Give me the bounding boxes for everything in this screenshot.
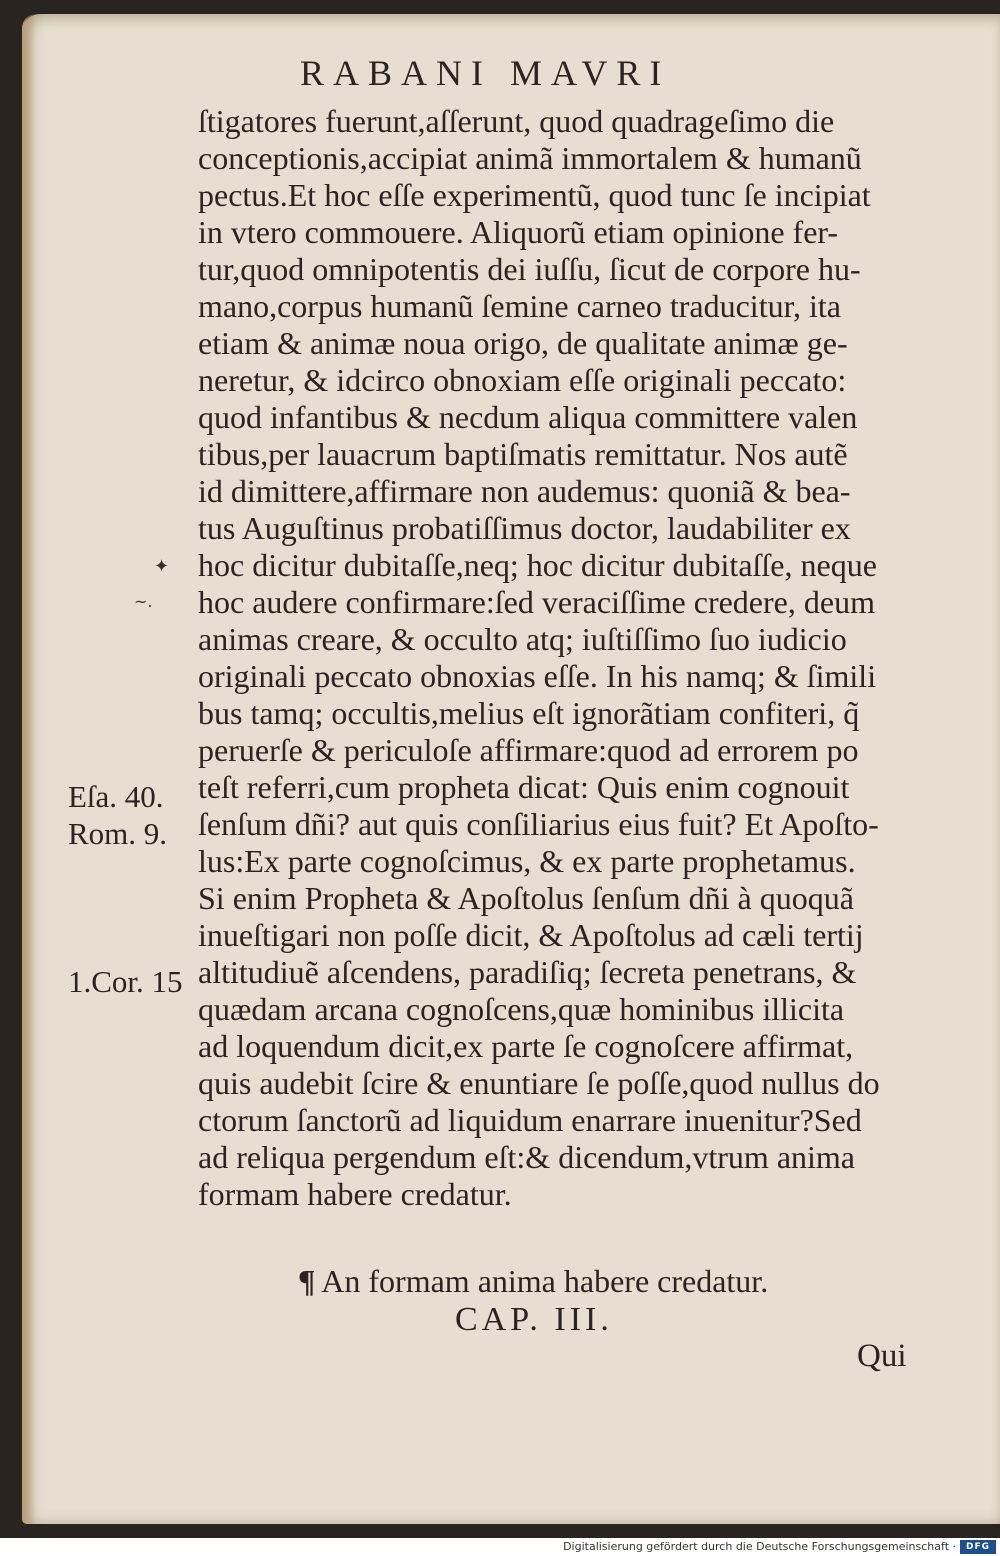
text-line: neretur, & idcirco obnoxiam eſſe originali peccato: <box>198 362 847 398</box>
text-line: tur,quod omnipotentis dei iuſſu, ſicut de corpore hu- <box>198 251 861 287</box>
text-line: peruerſe & periculoſe affirmare:quod ad errorem po <box>198 732 859 768</box>
text-line: altitudiuẽ aſcendens, paradiſiq; ſecreta penetrans, & <box>198 954 857 990</box>
text-line: ſenſum dñi? aut quis conſiliarius eius fuit? Et Apoſto- <box>198 806 879 842</box>
ink-mark: ~. <box>134 592 153 611</box>
text-line: tus Auguſtinus probatiſſimus doctor, laudabiliter ex <box>198 510 851 546</box>
chapter-heading <box>298 1261 768 1301</box>
text-line: bus tamq; occultis,melius eſt ignorãtiam confiteri, q̃ <box>198 695 860 731</box>
text-line: in vtero commouere. Aliquorũ etiam opinione fer- <box>198 214 839 250</box>
margin-note-cor: 1.Cor. 15 <box>68 964 183 999</box>
text-line: teſt referri,cum propheta dicat: Quis enim cognouit <box>198 769 850 805</box>
text-line: lus:Ex parte cognoſcimus, & ex parte prophetamus. <box>198 843 856 879</box>
catchword: Qui <box>857 1338 907 1374</box>
text-line: ad loquendum dicit,ex parte ſe cognoſcere affirmat, <box>198 1028 854 1064</box>
text-line: quod infantibus & necdum aliqua committere valen <box>198 399 858 435</box>
funding-note: Digitalisierung gefördert durch die Deutsche Forschungsgemeinschaft · <box>563 1540 956 1553</box>
text-line: quis audebit ſcire & enuntiare ſe poſſe,quod nullus do <box>198 1065 880 1101</box>
text-line: quædam arcana cognoſcens,quæ hominibus illicita <box>198 991 845 1027</box>
text-line: ad reliqua pergendum eſt:& dicendum,vtrum anima <box>198 1139 855 1175</box>
pilcrow-icon: ¶ <box>298 1263 316 1299</box>
text-line: tibus,per lauacrum baptiſmatis remittatur. Nos autẽ <box>198 436 848 472</box>
text-line: conceptionis,accipiat animã immortalem & humanũ <box>198 140 862 176</box>
text-line: originali peccato obnoxias eſſe. In his namq; & ſimili <box>198 658 877 694</box>
text-line: pectus.Et hoc eſſe experimentũ, quod tunc ſe incipiat <box>198 177 871 213</box>
text-line: Si enim Propheta & Apoſtolus ſenſum dñi à quoquã <box>198 880 854 916</box>
dfg-logo: DFG <box>960 1540 996 1554</box>
text-line: ctorum ſanctorũ ad liquidum enarrare inuenitur?Sed <box>198 1102 862 1138</box>
text-line: mano,corpus humanũ ſemine carneo traducitur, ita <box>198 288 841 324</box>
text-line: animas creare, & occulto atq; iuſtiſſimo ſuo iudicio <box>198 621 847 657</box>
text-line: id dimittere,affirmare non audemus: quoniã & bea- <box>198 473 851 509</box>
margin-note-rom: Rom. 9. <box>68 816 168 851</box>
page-gutter-shadow <box>22 14 36 1524</box>
chapter-title: An formam anima habere credatur. <box>321 1263 769 1299</box>
text-line: formam habere credatur. <box>198 1176 512 1212</box>
text-line: inueſtigari non poſſe dicit, & Apoſtolus ad cæli tertij <box>198 917 864 953</box>
chapter-number: CAP. III. <box>455 1301 613 1338</box>
text-line: hoc audere confirmare:ſed veraciſſime credere, deum <box>198 584 875 620</box>
text-line: hoc dicitur dubitaſſe,neq; hoc dicitur dubitaſſe, neque <box>198 547 877 583</box>
running-head: RABANI MAVRI <box>300 53 671 93</box>
margin-note-esa: Eſa. 40. <box>68 779 164 814</box>
ink-mark: ✦ <box>154 556 170 577</box>
text-line: etiam & animæ noua origo, de qualitate animæ ge- <box>198 325 848 361</box>
text-line: ſtigatores fuerunt,aſſerunt, quod quadrageſimo die <box>198 103 835 139</box>
